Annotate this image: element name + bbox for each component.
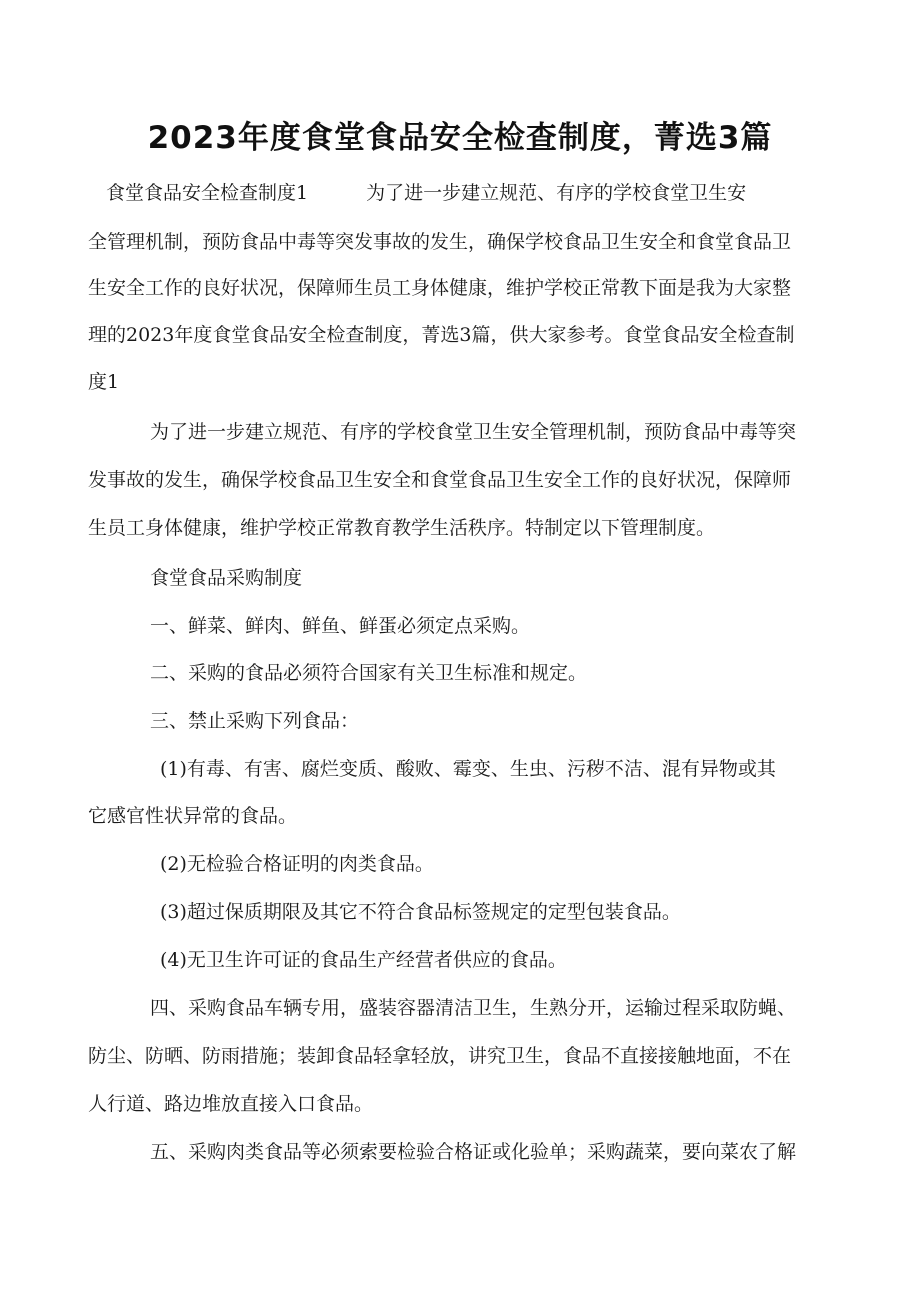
item-1-line: (1)有毒、有害、腐烂变质、酸败、霉变、生虫、污秽不洁、混有异物或其 bbox=[160, 758, 776, 780]
rule-3: 三、禁止采购下列食品： bbox=[150, 710, 360, 732]
rule-4-line: 人行道、路边堆放直接入口食品。 bbox=[88, 1093, 374, 1115]
item-1-line: 它感官性状异常的食品。 bbox=[88, 805, 298, 827]
paragraph-line: 为了进一步建立规范、有序的学校食堂卫生安全管理机制，预防食品中毒等突 bbox=[150, 421, 797, 443]
paragraph-line: 生员工身体健康，维护学校正常教育教学生活秩序。特制定以下管理制度。 bbox=[88, 517, 716, 539]
intro-heading-line bbox=[106, 178, 746, 205]
document-title: 2023年度食堂食品安全检查制度，菁选3篇 bbox=[147, 120, 773, 156]
rule-4-line: 四、采购食品车辆专用，盛装容器清洁卫生，生熟分开，运输过程采取防蝇、 bbox=[150, 997, 797, 1019]
rule-5: 五、采购肉类食品等必须索要检验合格证或化验单；采购蔬菜，要向菜农了解 bbox=[150, 1141, 797, 1163]
intro-line: 度1 bbox=[88, 371, 120, 393]
rule-4-line: 防尘、防晒、防雨措施；装卸食品轻拿轻放，讲究卫生，食品不直接接触地面，不在 bbox=[88, 1045, 792, 1067]
section-heading: 食堂食品采购制度 bbox=[150, 567, 303, 589]
paragraph-line: 发事故的发生，确保学校食品卫生安全和食堂食品卫生安全工作的良好状况，保障师 bbox=[88, 469, 792, 491]
item-2: (2)无检验合格证明的肉类食品。 bbox=[160, 853, 434, 875]
intro-first-line-tail: 为了进一步建立规范、有序的学校食堂卫生安 bbox=[366, 182, 747, 204]
item-3: (3)超过保质期限及其它不符合食品标签规定的定型包装食品。 bbox=[160, 901, 681, 923]
rule-2: 二、采购的食品必须符合国家有关卫生标准和规定。 bbox=[150, 662, 588, 684]
intro-heading: 食堂食品安全检查制度1 bbox=[106, 182, 309, 204]
rule-1: 一、鲜菜、鲜肉、鲜鱼、鲜蛋必须定点采购。 bbox=[150, 615, 531, 637]
intro-line: 生安全工作的良好状况，保障师生员工身体健康，维护学校正常教下面是我为大家整 bbox=[88, 277, 792, 299]
intro-line: 全管理机制，预防食品中毒等突发事故的发生，确保学校食品卫生安全和食堂食品卫 bbox=[88, 231, 792, 253]
item-4: (4)无卫生许可证的食品生产经营者供应的食品。 bbox=[160, 949, 567, 971]
intro-line: 理的2023年度食堂食品安全检查制度，菁选3篇，供大家参考。食堂食品安全检查制 bbox=[88, 324, 795, 346]
